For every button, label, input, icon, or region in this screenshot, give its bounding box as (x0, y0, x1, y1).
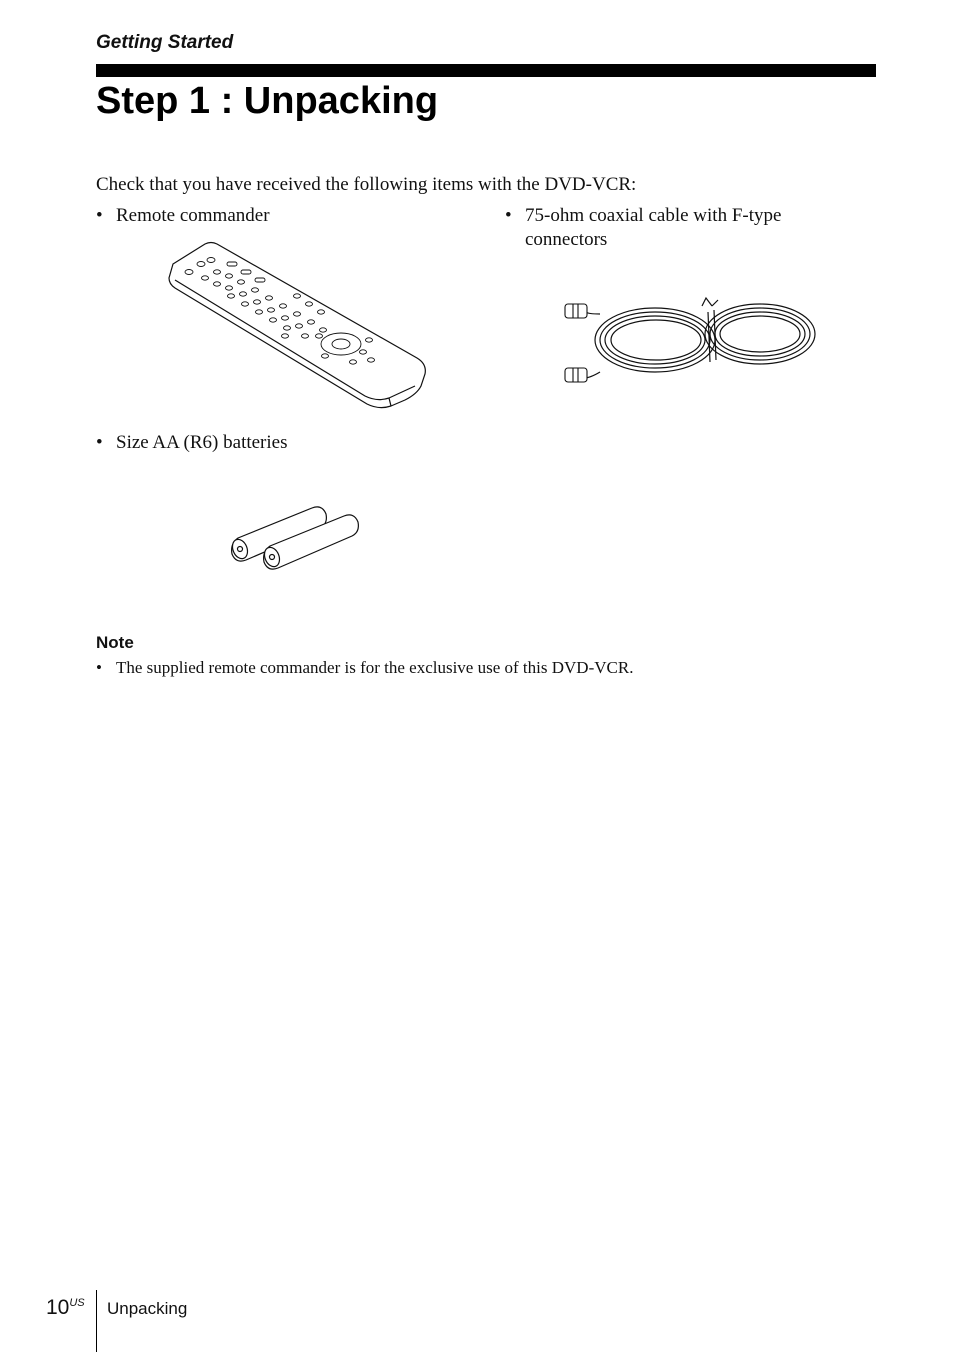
section-label: Getting Started (96, 32, 234, 53)
page-number-value: 10 (46, 1296, 70, 1319)
header-rule (96, 64, 876, 77)
intro-text: Check that you have received the following items with the DVD-VCR: (96, 174, 637, 195)
item-label: Remote commander (116, 205, 270, 226)
list-item-remote (96, 204, 456, 228)
page-number (46, 1296, 85, 1320)
bullet: • (505, 205, 512, 226)
batteries-icon (228, 504, 368, 574)
page-suffix: US (69, 1297, 85, 1309)
bullet: • (96, 205, 103, 226)
coaxial-cable-icon (560, 292, 822, 394)
note-text: The supplied remote commander is for the exclusive use of this DVD-VCR. (116, 658, 634, 677)
footer-divider (96, 1290, 97, 1352)
footer-section: Unpacking (107, 1299, 188, 1318)
item-label: 75-ohm coaxial cable with F-type connectors (525, 205, 782, 250)
note-item (96, 657, 633, 679)
page-title: Step 1 : Unpacking (96, 80, 439, 122)
bullet: • (96, 432, 103, 453)
list-item-batteries (96, 431, 456, 455)
remote-commander-icon (165, 240, 430, 415)
item-label: Size AA (R6) batteries (116, 432, 288, 453)
note-heading: Note (96, 633, 134, 652)
bullet: • (96, 658, 102, 677)
list-item-cable (505, 204, 815, 252)
